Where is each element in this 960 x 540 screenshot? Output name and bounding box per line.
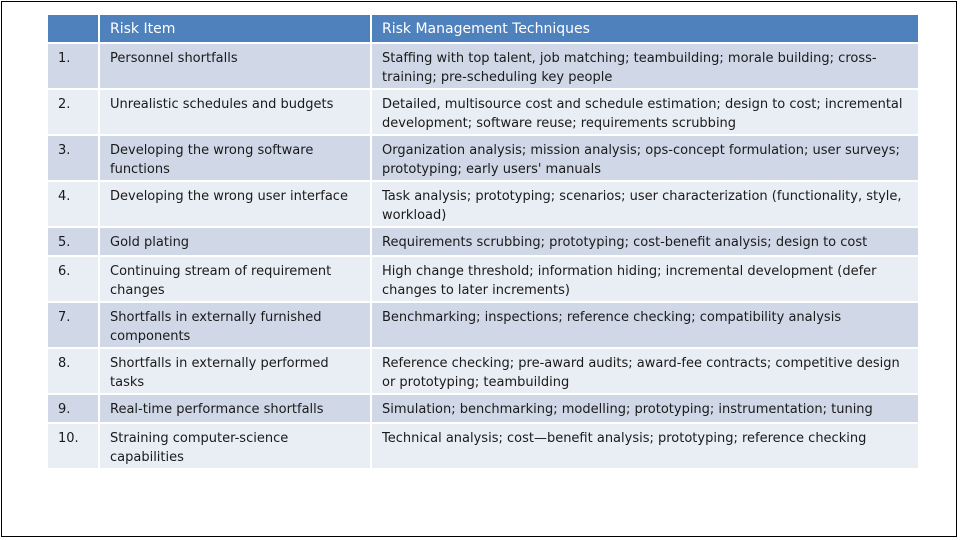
row-techniques: Staffing with top talent, job matching; teambuilding; morale building; cross-training; pre-scheduling key people (372, 44, 918, 90)
row-techniques: Reference checking; pre-award audits; award-fee contracts; competitive design or prototyping; teambuilding (372, 349, 918, 395)
row-risk-item: Straining computer-science capabilities (100, 424, 372, 470)
row-risk-item: Unrealistic schedules and budgets (100, 90, 372, 136)
row-number: 5. (48, 228, 100, 257)
header-risk-item: Risk Item (100, 15, 372, 44)
row-number: 10. (48, 424, 100, 470)
row-techniques: Requirements scrubbing; prototyping; cost-benefit analysis; design to cost (372, 228, 918, 257)
row-risk-item: Gold plating (100, 228, 372, 257)
row-number: 1. (48, 44, 100, 90)
row-number: 2. (48, 90, 100, 136)
row-number: 7. (48, 303, 100, 349)
row-risk-item: Shortfalls in externally performed tasks (100, 349, 372, 395)
row-risk-item: Continuing stream of requirement changes (100, 257, 372, 303)
table-row (48, 90, 918, 136)
row-techniques: Benchmarking; inspections; reference checking; compatibility analysis (372, 303, 918, 349)
row-number: 6. (48, 257, 100, 303)
row-risk-item: Shortfalls in externally furnished components (100, 303, 372, 349)
row-risk-item: Real-time performance shortfalls (100, 395, 372, 424)
row-techniques: Organization analysis; mission analysis; ops-concept formulation; user surveys; prototyping; early users' manuals (372, 136, 918, 182)
table-row (48, 349, 918, 395)
table-row (48, 182, 918, 228)
risk-table (48, 15, 918, 470)
table-row (48, 136, 918, 182)
row-risk-item: Personnel shortfalls (100, 44, 372, 90)
table-header-row (48, 15, 918, 44)
row-techniques: Task analysis; prototyping; scenarios; user characterization (functionality, style, workload) (372, 182, 918, 228)
row-risk-item: Developing the wrong user interface (100, 182, 372, 228)
header-techniques: Risk Management Techniques (372, 15, 918, 44)
row-techniques: Simulation; benchmarking; modelling; prototyping; instrumentation; tuning (372, 395, 918, 424)
table-row (48, 44, 918, 90)
row-techniques: Detailed, multisource cost and schedule estimation; design to cost; incremental development; software reuse; requirements scrubbing (372, 90, 918, 136)
header-number (48, 15, 100, 44)
row-number: 9. (48, 395, 100, 424)
row-number: 3. (48, 136, 100, 182)
table-row (48, 395, 918, 424)
row-techniques: Technical analysis; cost—benefit analysis; prototyping; reference checking (372, 424, 918, 470)
row-number: 8. (48, 349, 100, 395)
row-techniques: High change threshold; information hiding; incremental development (defer changes to later increments) (372, 257, 918, 303)
table-row (48, 257, 918, 303)
table-row (48, 424, 918, 470)
row-number: 4. (48, 182, 100, 228)
row-risk-item: Developing the wrong software functions (100, 136, 372, 182)
table-row (48, 228, 918, 257)
table-row (48, 303, 918, 349)
